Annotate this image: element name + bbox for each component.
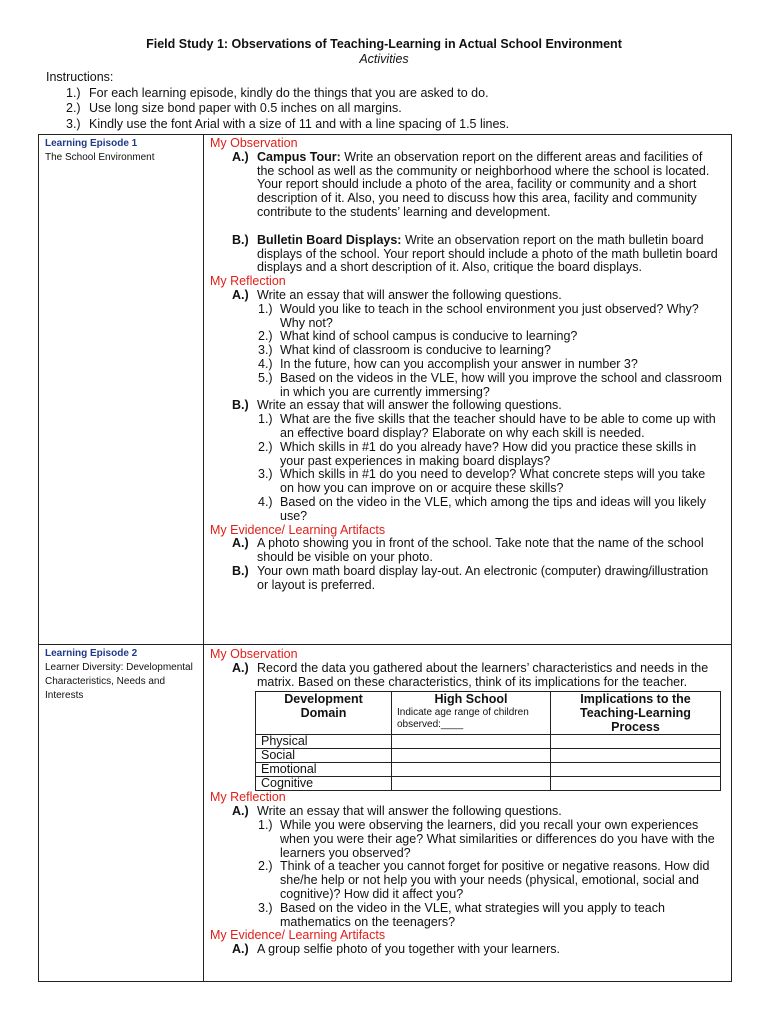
empty-cell[interactable]	[551, 763, 721, 777]
question-item: 1.) What are the five skills that the teacher should have to be able to come up with an effective board display? Elaborate on why each skill is needed.	[258, 412, 716, 440]
document-subtitle: Activities	[359, 52, 409, 66]
empty-cell[interactable]	[551, 777, 721, 791]
matrix-header-high-school: High School Indicate age range of children observed:____	[392, 692, 551, 735]
episode-2-label-cell	[45, 647, 195, 703]
table-row	[256, 763, 721, 777]
empty-cell[interactable]	[392, 735, 551, 749]
domain-cell: Physical	[256, 735, 392, 749]
reflection-heading: My Reflection	[210, 274, 286, 289]
episode-2-label: Learning Episode 2	[45, 648, 138, 659]
empty-cell[interactable]	[551, 735, 721, 749]
age-range-note: Indicate age range of children observed:____	[397, 707, 529, 731]
domain-cell: Emotional	[256, 763, 392, 777]
question-item: 1.) While you were observing the learners, did you recall your own experiences when you were their age? What similarities or differences do you have with the learners you observed?	[258, 817, 715, 860]
table-row	[256, 777, 721, 791]
question-item: 2.) Which skills in #1 do you already have? How did you practice these skills in your past experiences in making board displays?	[258, 439, 697, 468]
episode-1-topic: The School Environment	[45, 152, 155, 163]
instruction-item: 3.) Kindly use the font Arial with a size of 11 and with a line spacing of 1.5 lines.	[66, 116, 510, 131]
matrix-header-domain: Development Domain	[256, 692, 392, 735]
table-row	[256, 735, 721, 749]
question-item: 2.) Think of a teacher you cannot forget for positive or negative reasons. How did she/he help or not help you with your needs (physical, emotional, social and cognitive)? How did it affect you?	[258, 859, 710, 901]
question-item: 5.) Based on the videos in the VLE, how will you improve the school and classroom in which you are currently immersing?	[258, 370, 722, 399]
question-item: 3.) Based on the video in the VLE, what strategies will you apply to teach mathematics on the teenagers?	[258, 900, 665, 929]
episode-1-content	[210, 137, 722, 593]
reflection-heading: My Reflection	[210, 790, 286, 805]
empty-cell[interactable]	[392, 763, 551, 777]
domain-cell: Cognitive	[256, 777, 392, 791]
reflection-item: A.) Write an essay that will answer the following questions.	[232, 287, 562, 302]
observation-heading: My Observation	[210, 647, 298, 661]
empty-cell[interactable]	[551, 749, 721, 763]
observation-item: A.) Record the data you gathered about the learners’ characteristics and needs in the matrix. Based on these characteristics, think of its implications for the teacher.	[232, 660, 709, 689]
learner-matrix	[255, 691, 721, 791]
instructions-label: Instructions:	[46, 70, 114, 84]
row-divider	[39, 644, 731, 645]
observation-item: B.) Bulletin Board Displays: Write an observation report on the math bulletin board displays of the school. Your report should include a photo of the math bulletin board displays and a short description of it. Also, critique the board displays.	[232, 232, 718, 275]
question-item: 2.) What kind of school campus is conducive to learning?	[258, 329, 578, 344]
instruction-item: 2.) Use long size bond paper with 0.5 inches on all margins.	[66, 101, 402, 115]
evidence-heading: My Evidence/ Learning Artifacts	[210, 928, 386, 943]
episode-1-label-cell	[45, 137, 195, 165]
question-item: 4.) Based on the video in the VLE, which among the tips and ideas will you likely use?	[258, 494, 706, 523]
activities-table	[38, 134, 732, 982]
episode-1-label: Learning Episode 1	[45, 138, 138, 149]
document-title: Field Study 1: Observations of Teaching-Learning in Actual School Environment	[146, 37, 622, 51]
campus-tour-title: Campus Tour:	[257, 149, 341, 164]
column-divider	[203, 135, 204, 981]
matrix-header-implications: Implications to the Teaching-Learning Process	[551, 692, 721, 735]
observation-item: A.) Campus Tour: Write an observation report on the different areas and facilities of the school as well as the community or neighborhood where the school is located. Your report should include a photo of the area, facility or community and a short description of it. Also, you need to discuss how this area, facility and community contribute to the students’ learning and development.	[232, 149, 710, 219]
question-item: 3.) What kind of classroom is conducive to learning?	[258, 343, 551, 358]
table-row	[256, 749, 721, 763]
observation-heading: My Observation	[210, 136, 298, 150]
empty-cell[interactable]	[392, 777, 551, 791]
evidence-item: A.) A group selfie photo of you together with your learners.	[232, 942, 560, 957]
question-item: 3.) Which skills in #1 do you need to develop? What concrete steps will you take on how you can improve on or acquire these skills?	[258, 467, 706, 496]
evidence-item: A.) A photo showing you in front of the school. Take note that the name of the school should be visible on your photo.	[232, 536, 704, 565]
instruction-item: 1.) For each learning episode, kindly do the things that you are asked to do.	[66, 85, 489, 100]
reflection-item: B.) Write an essay that will answer the following questions.	[232, 398, 562, 413]
episode-2-topic: Learner Diversity: Developmental Characteristics, Needs and Interests	[45, 662, 193, 701]
episode-2-content	[210, 648, 722, 957]
bulletin-board-title: Bulletin Board Displays:	[257, 232, 402, 247]
question-item: 4.) In the future, how can you accomplish your answer in number 3?	[258, 356, 638, 371]
evidence-heading: My Evidence/ Learning Artifacts	[210, 522, 386, 537]
empty-cell[interactable]	[392, 749, 551, 763]
domain-cell: Social	[256, 749, 392, 763]
evidence-item: B.) Your own math board display lay-out. An electronic (computer) drawing/illustration or layout is preferred.	[232, 563, 709, 592]
question-item: 1.) Would you like to teach in the school environment you just observed? Why? Why not?	[258, 301, 699, 330]
reflection-item: A.) Write an essay that will answer the following questions.	[232, 804, 562, 819]
instructions	[46, 70, 509, 132]
